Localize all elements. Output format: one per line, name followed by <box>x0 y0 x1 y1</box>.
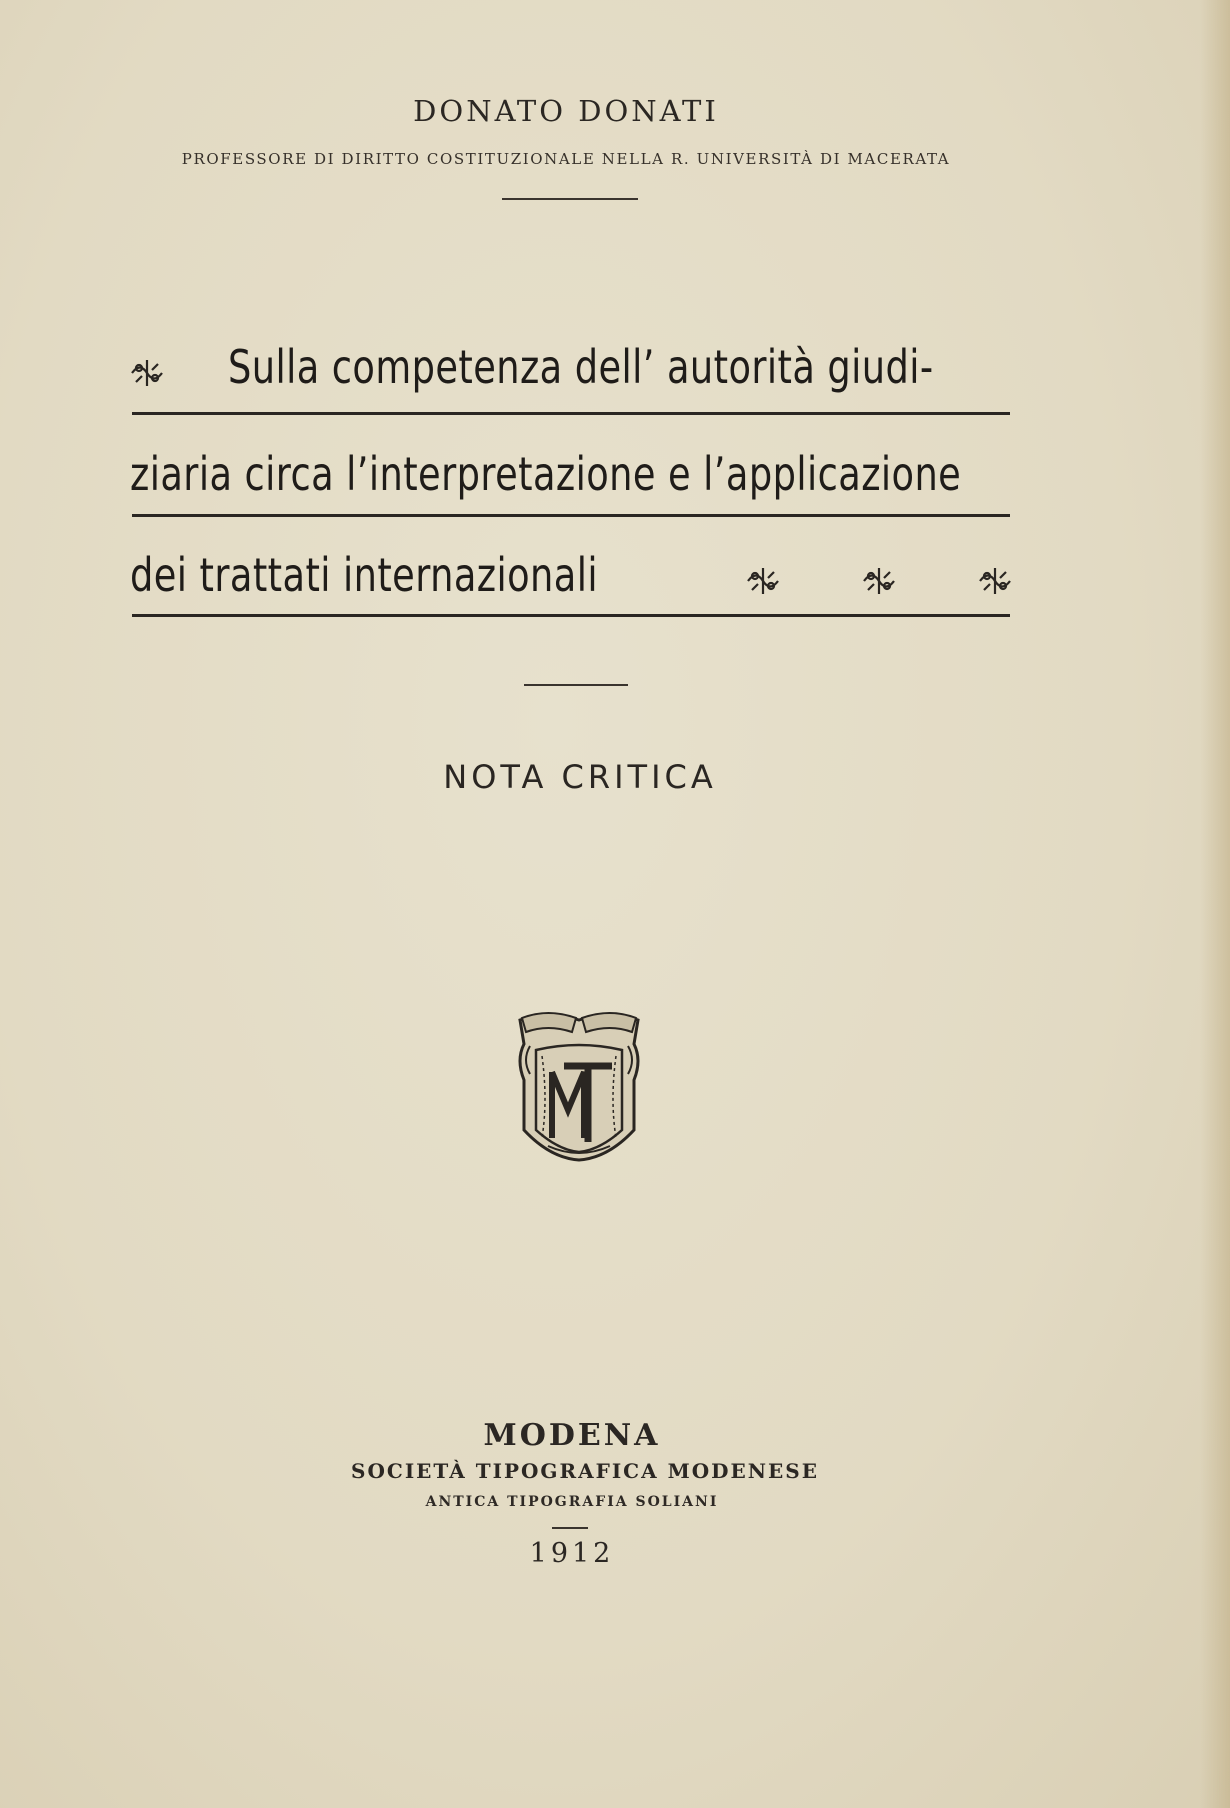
imprint-city: MODENA <box>483 1418 661 1453</box>
title-underline-1 <box>132 412 1010 415</box>
page-edge-shadow <box>1200 0 1230 1808</box>
fleuron-icon <box>128 356 166 390</box>
author-name: DONATO DONATI <box>413 94 719 128</box>
header-divider <box>502 198 638 200</box>
title-line-3: dei trattati internazionali <box>130 548 598 602</box>
title-underline-3 <box>132 614 1010 617</box>
title-underline-2 <box>132 514 1010 517</box>
imprint-printer: ANTICA TIPOGRAFIA SOLIANI <box>425 1494 719 1510</box>
fleuron-icon <box>860 564 898 598</box>
imprint-divider <box>552 1527 588 1529</box>
title-line-1: Sulla competenza dell’ autorità giudi- <box>228 340 934 394</box>
imprint-year: 1912 <box>529 1538 615 1569</box>
subtitle: NOTA CRITICA <box>443 758 717 796</box>
fleuron-icon <box>744 564 782 598</box>
title-line-2: ziaria circa l’interpretazione e l’applicazione <box>130 447 962 501</box>
author-affiliation: PROFESSORE DI DIRITTO COSTITUZIONALE NELLA R. UNIVERSITÀ DI MACERATA <box>181 150 951 168</box>
printer-device-icon <box>508 1010 650 1162</box>
fleuron-icon <box>976 564 1014 598</box>
imprint-publisher: SOCIETÀ TIPOGRAFICA MODENESE <box>351 1459 819 1483</box>
section-divider <box>524 684 628 686</box>
